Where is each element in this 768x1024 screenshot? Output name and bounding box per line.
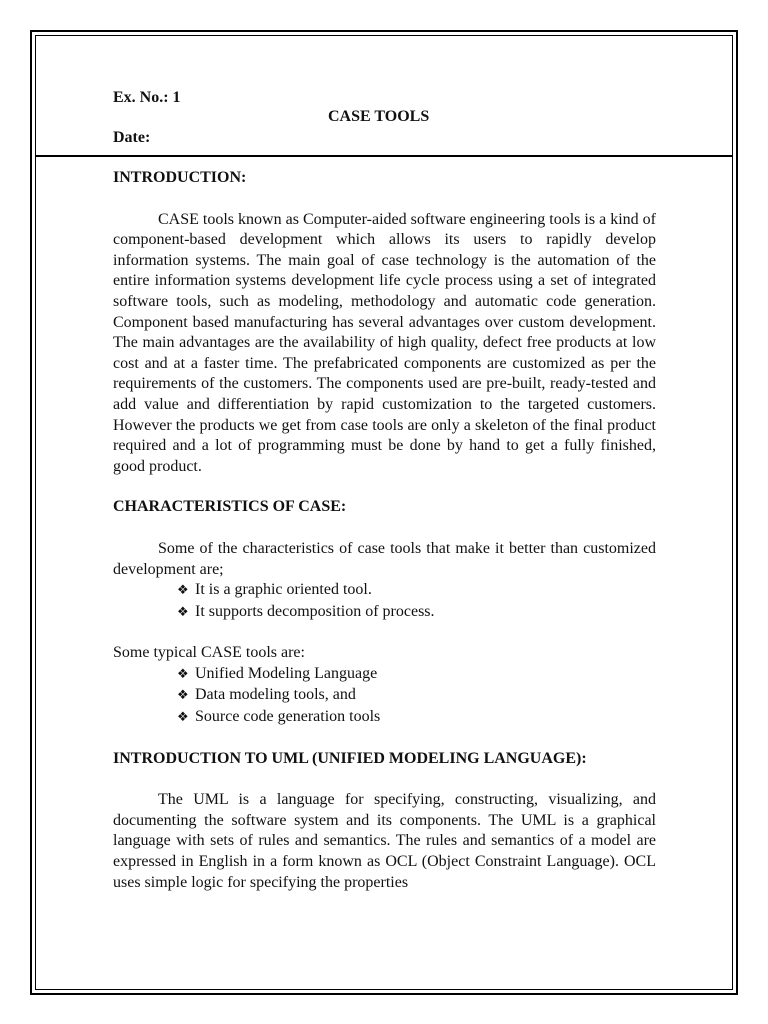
diamond-bullet-icon: ❖	[177, 666, 189, 682]
list-item: ❖ It is a graphic oriented tool.	[177, 580, 656, 602]
document-body	[113, 168, 656, 893]
list-item: ❖ It supports decomposition of process.	[177, 602, 656, 624]
date-label: Date:	[113, 129, 151, 146]
section-heading-introduction: INTRODUCTION:	[113, 169, 247, 186]
diamond-bullet-icon: ❖	[177, 688, 189, 704]
section-heading-uml: INTRODUCTION TO UML (UNIFIED MODELING LANGUAGE):	[113, 749, 587, 767]
diamond-bullet-icon: ❖	[177, 710, 189, 726]
diamond-bullet-icon: ❖	[177, 583, 189, 599]
diamond-bullet-icon: ❖	[177, 604, 189, 620]
exercise-number: Ex. No.: 1	[113, 89, 181, 106]
document-title: CASE TOOLS	[328, 108, 430, 125]
header-divider	[35, 155, 733, 157]
introduction-paragraph: CASE tools known as Computer-aided software engineering tools is a kind of component-based development which allows its users to rapidly develop information systems. The main goal of case technology is the automation of the entire information systems development life cycle process using a set of integrated software tools, such as modeling, methodology and automatic code generation. Component based manufacturing has several advantages over custom development. The main advantages are the availability of high quality, defect free products at low cost and at a faster time. The prefabricated components are customized as per the requirements of the customers. The components used are pre-built, ready-tested and add value and differentiation by rapid customization to the targeted customers. However the products we get from case tools are only a skeleton of the final product required and a lot of programming must be done by hand to get a fully finished, good product.	[113, 210, 656, 475]
typical-tools-intro: Some typical CASE tools are:	[113, 644, 305, 662]
characteristics-paragraph: Some of the characteristics of case tools that make it better than customized development are;	[113, 539, 656, 578]
section-heading-characteristics: CHARACTERISTICS OF CASE:	[113, 498, 347, 516]
characteristics-list	[113, 580, 656, 623]
list-item: ❖ Unified Modeling Language	[177, 664, 656, 686]
uml-paragraph: The UML is a language for specifying, constructing, visualizing, and documenting the software system and its components. The UML is a graphical language with sets of rules and semantics. The rules and semantics of a model are expressed in English in a form known as OCL (Object Constraint Language). OCL uses simple logic for specifying the properties	[113, 791, 656, 891]
list-item: ❖ Data modeling tools, and	[177, 685, 656, 707]
typical-tools-list	[113, 664, 656, 729]
list-item: ❖ Source code generation tools	[177, 707, 656, 729]
